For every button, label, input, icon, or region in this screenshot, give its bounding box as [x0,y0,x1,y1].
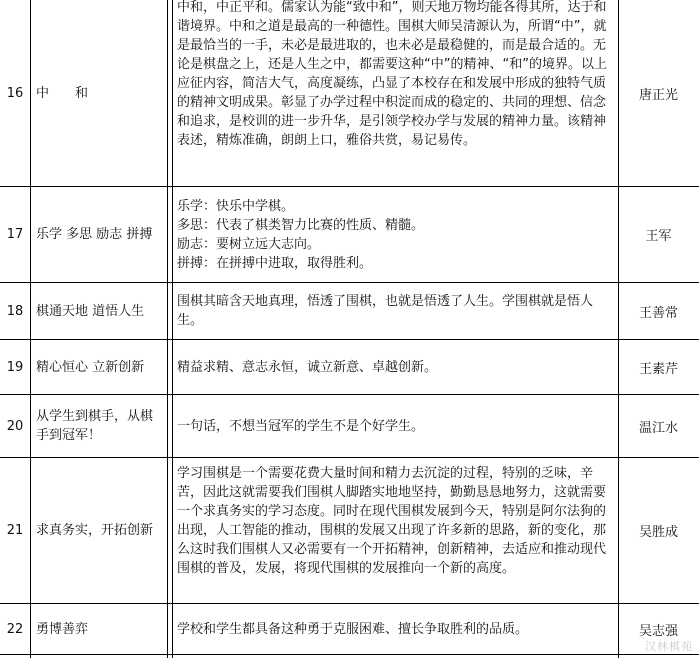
row-number [0,340,30,394]
row-divider [0,654,699,655]
slogan-description-text: 一句话，不想当冠军的学生不是个好学生。 [177,418,425,434]
slogan-title [31,604,167,654]
author-name [618,395,699,457]
row-number [0,604,30,654]
slogan-title-text: 勇博善弈 [36,621,89,637]
author-name-text: 吴胜成 [638,525,678,540]
table-row [0,283,699,339]
slogan-title [31,458,167,603]
row-number-text: 20 [6,418,24,434]
table-row [0,395,699,457]
row-number-text: 21 [6,523,24,538]
author-name-text: 唐正光 [638,87,678,103]
slogan-description-text: 精益求精、意志永恒，诚立新意、卓越创新。 [177,359,438,375]
slogan-description-text: 学校和学生都具备这种勇于克服困难、擅长争取胜利的品质。 [177,621,529,637]
row-number [0,458,30,603]
slogan-title-text: 中 和 [36,85,89,101]
slogan-title [31,395,167,457]
slogan-title-text: 棋通天地 道悟人生 [36,303,145,319]
slogan-title-text: 从学生到棋手，从棋手到冠军！ [36,409,154,443]
row-number [0,0,30,186]
slogan-description: 中和，中正平和。儒家认为能“致中和”，则天地万物均能各得其所，达于和谐境界。中和之道是最高的一种德性。围棋大师吴清源认为，所谓“中”，就是最恰当的一手，未必是最进取的，也未必是最稳健的，而是最合适的。无论是棋盘之上，还是人生之中，都需要这种“中”的精神、“和”的境界。以上应征内容，简洁大气，高度凝练，凸显了本校存在和发展中形成的独特气质的精神文明成果。彰显了办学过程中积淀而成的稳定的、共同的理想、信念和追求，是校训的进一步升华，是引领学校办学与发展的精神力量。该精神表述，精炼准确，朗朗上口，雅俗共赏，易记易传。 [177,0,607,148]
slogan-title-text: 精心恒心 立新创新 [36,359,145,375]
author-name-text: 吴志强 [638,623,678,639]
slogan-title [31,0,167,186]
row-number-text: 16 [6,85,24,101]
author-name [618,458,699,603]
author-name-text: 温江水 [638,420,678,436]
slogan-description [175,340,618,394]
row-number [0,283,30,339]
row-number [0,395,30,457]
slogan-title [31,187,167,282]
row-number [0,187,30,282]
author-name [618,0,699,186]
table-row [0,340,699,394]
table-row [0,458,699,603]
author-name [618,187,699,282]
slogan-description [175,283,618,339]
slogan-title [31,283,167,339]
author-name-text: 王军 [645,229,672,244]
row-number-text: 17 [6,227,24,242]
table-row [0,187,699,282]
table-row [0,604,699,654]
author-name [618,283,699,339]
author-name-text: 王善常 [638,305,678,321]
slogan-description-text: 围棋其暗含天地真理，悟透了围棋，也就是悟透了人生。学围棋就是悟人生。 [177,294,594,328]
slogan-description: 学习围棋是一个需要花费大量时间和精力去沉淀的过程，特别的乏味，辛苦，因此这就需要我们围棋人脚踏实地地坚持，勤勤恳恳地努力，这就需要一个求真务实的学习态度。同时在现代围棋发展到今天，特别是阿尔法狗的出现，人工智能的推动，围棋的发展又出现了许多新的思路，新的变化，那么这时我们围棋人又必需要有一个开拓精神，创新精神，去适应和推动现代围棋的普及，发展，将现代围棋的发展推向一个新的高度。 [177,466,607,576]
site-watermark: 汉林棋苑 [645,640,693,653]
slogan-description [175,395,618,457]
slogan-title-text: 求真务实，开拓创新 [36,523,154,538]
table-row [0,0,699,186]
row-number-text: 19 [6,359,24,375]
slogan-description [175,604,618,654]
slogan-description: 乐学：快乐中学棋。 多思：代表了棋类智力比赛的性质、精髓。 励志：要树立远大志向。 拼搏：在拼搏中进取，取得胜利。 [177,199,425,271]
row-number-text: 22 [6,621,24,637]
author-name [618,340,699,394]
slogan-title [31,340,167,394]
row-number-text: 18 [6,303,24,319]
author-name-text: 王素芹 [638,361,678,377]
slogan-title-text: 乐学 多思 励志 拼搏 [36,227,153,242]
